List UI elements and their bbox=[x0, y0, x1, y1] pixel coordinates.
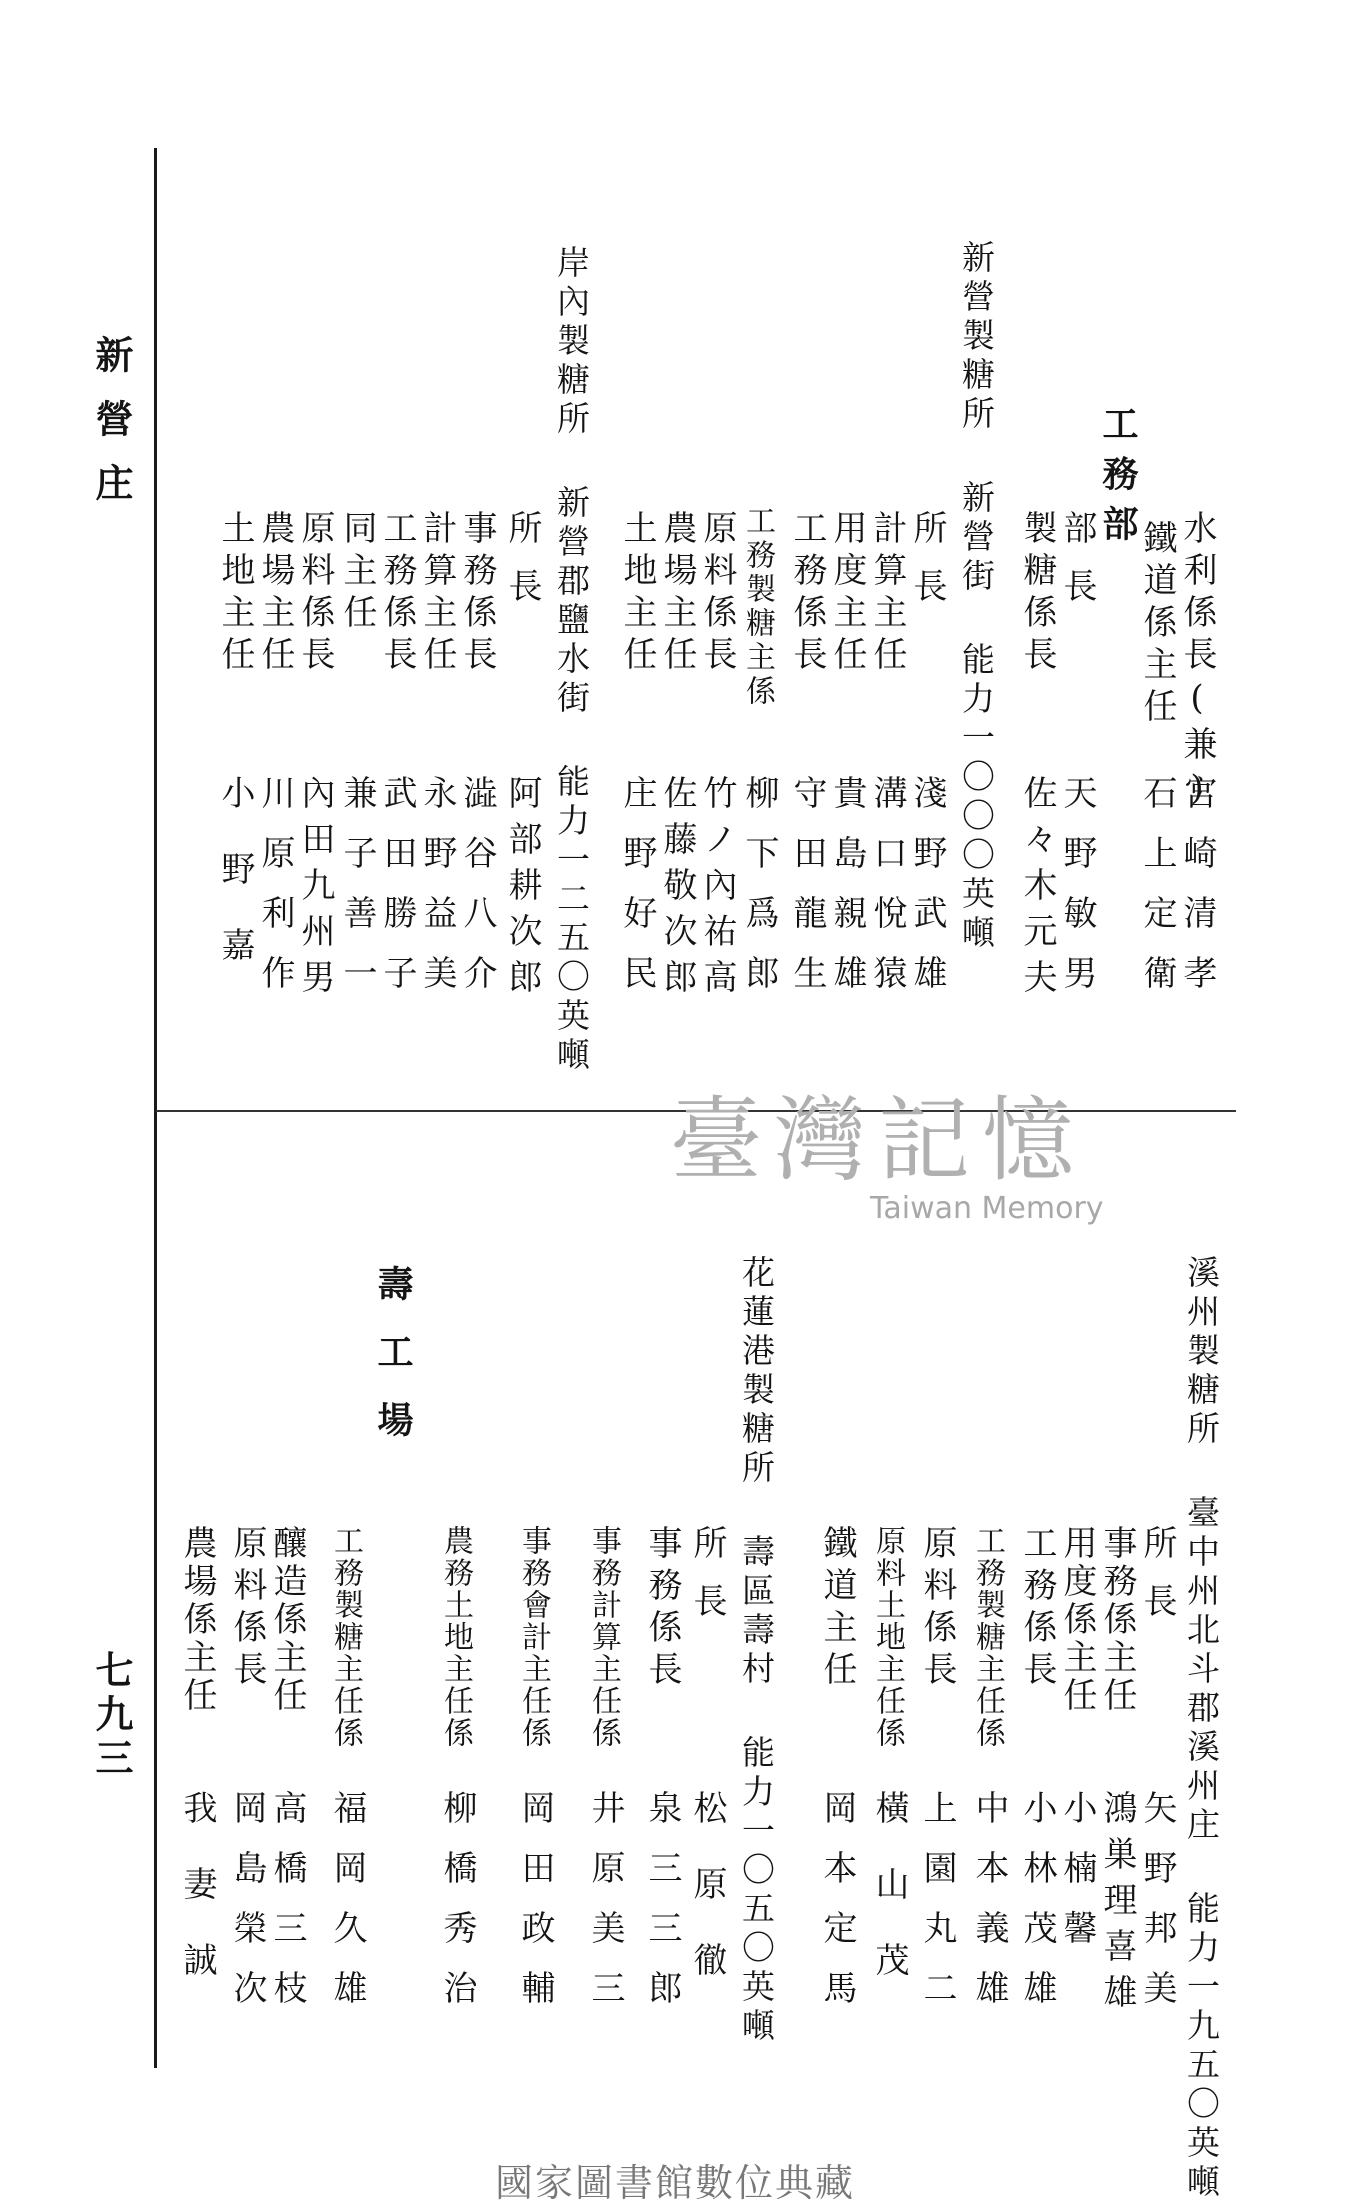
entry-name: 淺野武雄 bbox=[907, 775, 947, 1015]
entry-title: 釀造係主任 bbox=[267, 1525, 307, 1715]
entry-title: 事務會計主任係 bbox=[516, 1525, 551, 1749]
entry-name: 庄野好民 bbox=[617, 775, 657, 1015]
entry-title: 事務係長 bbox=[642, 1525, 682, 1693]
entry-name: 竹ノ內祐高 bbox=[697, 775, 737, 1005]
entry-name: 小楠馨 bbox=[1057, 1790, 1097, 1970]
entry-name: 松原徹 bbox=[687, 1790, 727, 2018]
factory-header: 新營製糖所 新營街 能力一〇〇〇英噸 bbox=[957, 240, 996, 954]
department-heading: 工務部 bbox=[1097, 405, 1139, 555]
watermark-english: Taiwan Memory bbox=[870, 1191, 1104, 1226]
entry-title: 鐵道係主任 bbox=[1137, 520, 1177, 730]
entry-name: 鴻巣理喜雄 bbox=[1097, 1790, 1137, 2020]
entry-name: 岡田政輔 bbox=[515, 1790, 555, 2030]
entry-name: 澁谷八介 bbox=[457, 775, 497, 1015]
entry-title: 事務計算主任係 bbox=[586, 1525, 621, 1749]
entry-title: 原料係長 bbox=[697, 510, 737, 678]
entry-title: 部長 bbox=[1057, 510, 1097, 626]
entry-title: 農務土地主任係 bbox=[438, 1525, 473, 1749]
entry-title: 農場主任 bbox=[657, 510, 697, 678]
entry-title: 土地主任 bbox=[215, 510, 255, 678]
entry-title: 農場係主任 bbox=[177, 1525, 217, 1715]
entry-name: 井原美三 bbox=[585, 1790, 625, 2030]
entry-name: 我妻誠 bbox=[177, 1790, 217, 2018]
entry-name: 泉三三郎 bbox=[642, 1790, 682, 2030]
entry-title: 水利係長(兼) bbox=[1177, 510, 1217, 816]
entry-name: 貴島親雄 bbox=[827, 775, 867, 1015]
entry-title: 鐵道主任 bbox=[817, 1525, 857, 1693]
entry-title: 所長 bbox=[687, 1525, 727, 1641]
entry-title: 所長 bbox=[1137, 1525, 1177, 1641]
watermark-chinese: 臺灣記憶 bbox=[670, 1087, 1087, 1194]
entry-name: 天野敏男 bbox=[1057, 775, 1097, 1015]
entry-name: 阿部耕次郎 bbox=[502, 775, 542, 1005]
entry-title: 計算主任 bbox=[417, 510, 457, 678]
entry-name: 兼子善一 bbox=[337, 775, 377, 1015]
entry-title: 製糖係長 bbox=[1017, 510, 1057, 678]
entry-title: 農場主任 bbox=[255, 510, 295, 678]
entry-name: 守田龍生 bbox=[787, 775, 827, 1015]
entry-title: 用度主任 bbox=[827, 510, 867, 678]
entry-name: 柳下爲郎 bbox=[739, 775, 779, 1015]
entry-name: 宮崎清孝 bbox=[1177, 775, 1217, 1015]
entry-name: 川原利作 bbox=[255, 775, 295, 1015]
entry-title: 原料係長 bbox=[295, 510, 335, 678]
entry-name: 永野益美 bbox=[417, 775, 457, 1015]
entry-name: 小林茂雄 bbox=[1017, 1790, 1057, 2030]
entry-name: 石上定衛 bbox=[1137, 775, 1177, 1015]
entry-title: 原料係長 bbox=[917, 1525, 957, 1693]
entry-title: 事務係主任 bbox=[1097, 1525, 1137, 1715]
entry-title: 所長 bbox=[907, 510, 947, 626]
entry-name: 橫山茂 bbox=[869, 1790, 909, 2018]
entry-name: 岡本定馬 bbox=[817, 1790, 857, 2030]
entry-title: 工務製糖主任係 bbox=[328, 1525, 363, 1749]
entry-title: 工務係長 bbox=[787, 510, 827, 678]
entry-title: 工務製糖主任係 bbox=[970, 1525, 1005, 1749]
entry-name: 福岡久雄 bbox=[327, 1790, 367, 2030]
entry-name: 柳橋秀治 bbox=[437, 1790, 477, 2030]
watermark-logo bbox=[670, 1087, 1140, 1245]
entry-name: 高橋三枝 bbox=[267, 1790, 307, 2030]
entry-title: 土地主任 bbox=[617, 510, 657, 678]
region-label: 新營庄 bbox=[89, 335, 134, 527]
entry-title: 工務係長 bbox=[1017, 1525, 1057, 1693]
entry-title: 工務係長 bbox=[377, 510, 417, 678]
entry-name: 佐藤敬次郎 bbox=[657, 775, 697, 1005]
entry-name: 小野嘉 bbox=[215, 775, 255, 1003]
department-heading: 壽工場 bbox=[372, 1265, 414, 1469]
entry-name: 上園丸二 bbox=[917, 1790, 957, 2030]
factory-header: 花蓮港製糖所 壽區壽村 能力一〇五〇英噸 bbox=[737, 1255, 776, 2047]
entry-title: 工務製糖主係 bbox=[740, 505, 775, 709]
entry-title: 同主任 bbox=[337, 510, 377, 636]
entry-name: 佐々木元夫 bbox=[1017, 775, 1057, 1005]
entry-name: 武田勝子 bbox=[377, 775, 417, 1015]
footer-archive-label: 國家圖書館數位典藏 bbox=[494, 2161, 855, 2205]
entry-title: 事務係長 bbox=[457, 510, 497, 678]
entry-title: 原料土地主任係 bbox=[870, 1525, 905, 1749]
factory-header: 岸內製糖所 新營郡鹽水街 能力一二五〇英噸 bbox=[552, 245, 591, 1076]
entry-title: 原料係長 bbox=[227, 1525, 267, 1693]
entry-name: 矢野邦美 bbox=[1137, 1790, 1177, 2030]
left-rule bbox=[154, 148, 157, 2068]
entry-name: 中本義雄 bbox=[969, 1790, 1009, 2030]
factory-header: 溪州製糖所 臺中州北斗郡溪州庄 能力一九五〇英噸 bbox=[1182, 1255, 1221, 2203]
entry-title: 所長 bbox=[502, 510, 542, 626]
entry-name: 內田九州男 bbox=[295, 775, 335, 1005]
entry-name: 溝口悅猿 bbox=[867, 775, 907, 1015]
entry-name: 岡島榮次 bbox=[227, 1790, 267, 2030]
entry-title: 用度係主任 bbox=[1057, 1525, 1097, 1715]
page-number: 七九三 bbox=[89, 1650, 134, 1782]
entry-title: 計算主任 bbox=[867, 510, 907, 678]
